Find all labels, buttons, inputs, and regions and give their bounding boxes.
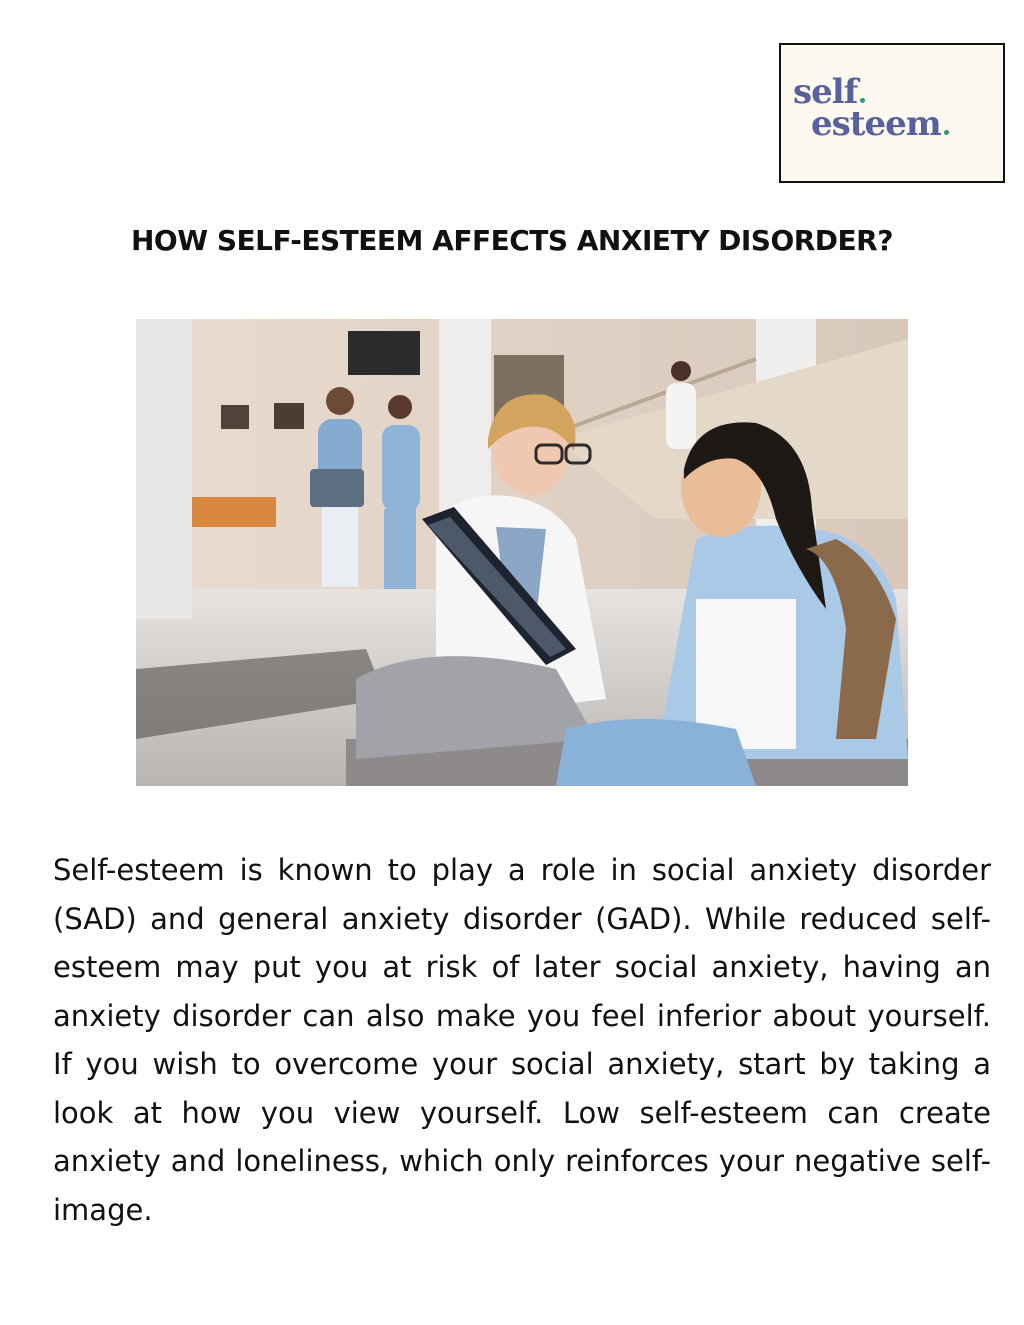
article-photo	[136, 319, 908, 786]
article-body: Self-esteem is known to play a role in social anxiety disorder (SAD) and general anxiety disorder (GAD). While reduced self-esteem may put you at risk of later social anxiety, having an anxiety disorder can also make you feel inferior about yourself. If you wish to overcome your social anxiety, start by taking a look at how you view yourself. Low self-esteem can create anxiety and loneliness, which only reinforces your negative self-image.	[53, 853, 991, 1227]
logo-line-self: self	[793, 75, 865, 109]
logo-dot-icon	[860, 98, 865, 103]
logo-dot-icon	[944, 130, 949, 135]
brand-logo	[779, 43, 1005, 183]
article-title: HOW SELF-ESTEEM AFFECTS ANXIETY DISORDER?	[131, 224, 893, 257]
logo-line-esteem: esteem	[811, 107, 949, 141]
